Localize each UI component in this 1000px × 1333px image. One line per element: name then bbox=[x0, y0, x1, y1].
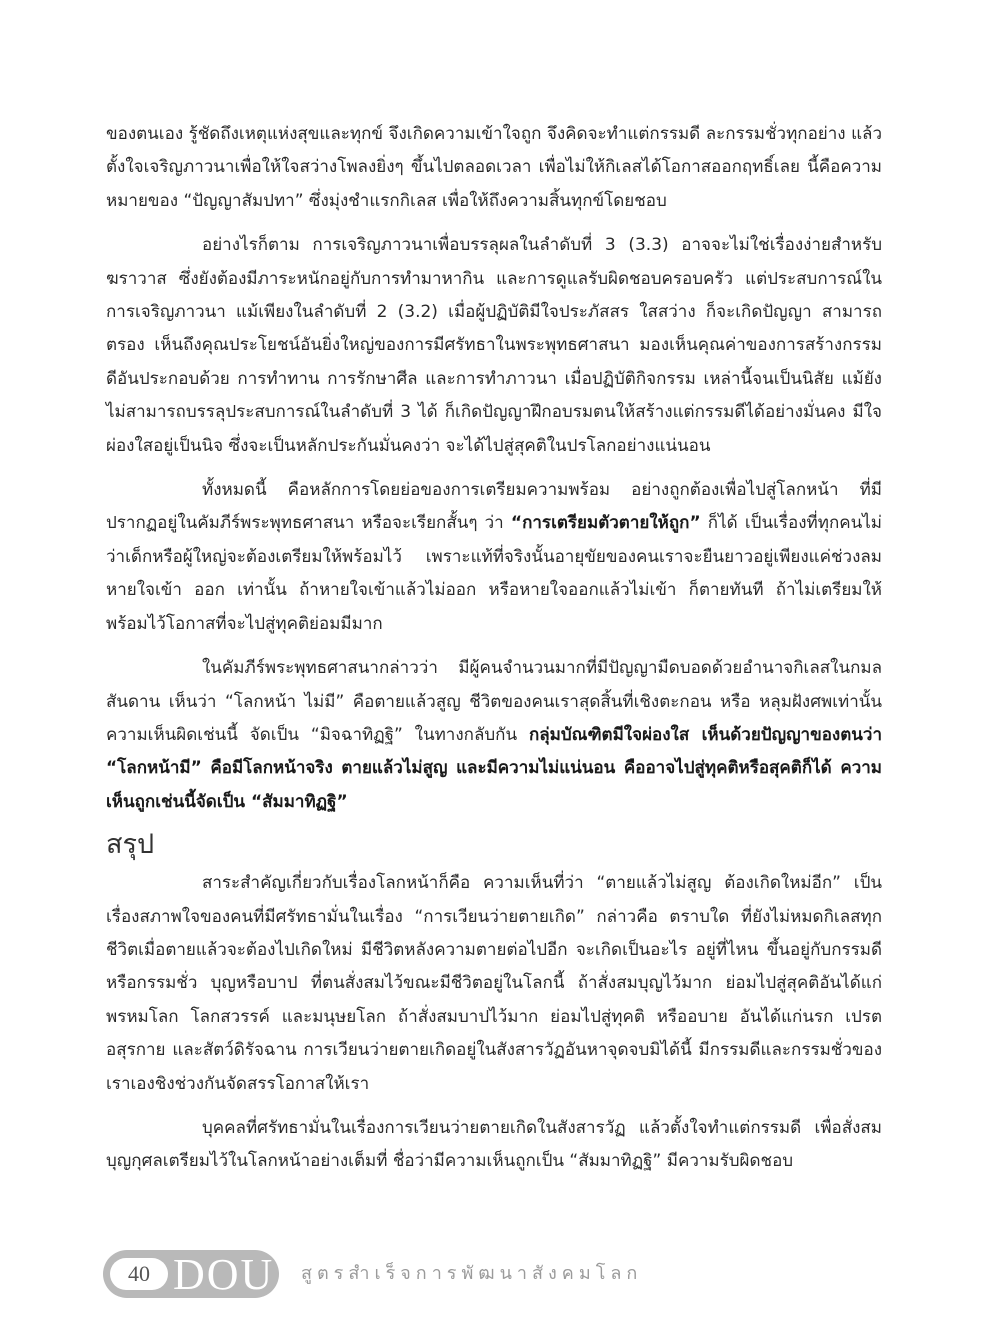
paragraph-3-bold-phrase: “การเตรียมตัวตายให้ถูก” bbox=[510, 513, 701, 534]
paragraph-3 bbox=[106, 474, 882, 641]
paragraph-1: ของตนเอง รู้ชัดถึงเหตุแห่งสุขและทุกข์ จึงเกิดความเข้าใจถูก จึงคิดจะทำแต่กรรมดี ละกรรมชั่วทุกอย่าง แล้วตั้งใจเจริญภาวนาเพื่อให้ใจสว่างโพลงยิ่งๆ ขึ้นไปตลอดเวลา เพื่อไม่ให้กิเลสได้โอกาสออกฤทธิ์เลย นี้คือความหมายของ “ปัญญาสัมปทา” ซึ่งมุ่งชำแรกกิเลส เพื่อให้ถึงความสิ้นทุกข์โดยชอบ bbox=[106, 124, 883, 211]
page-number: 40 bbox=[110, 1258, 168, 1290]
paragraph-4 bbox=[106, 652, 882, 819]
brand-logo-text: DOU bbox=[173, 1250, 275, 1299]
page-body bbox=[106, 118, 882, 1179]
paragraph-5: สาระสำคัญเกี่ยวกับเรื่องโลกหน้าก็คือ ความเห็นที่ว่า “ตายแล้วไม่สูญ ต้องเกิดใหม่อีก” เป็นเรื่องสภาพใจของคนที่มีศรัทธามั่นในเรื่อง “การเวียนว่ายตายเกิด” กล่าวคือ ตราบใด ที่ยังไม่หมดกิเลสทุกชีวิตเมื่อตายแล้วจะต้องไปเกิดใหม่ มีชีวิตหลังความตายต่อไปอีก จะเกิดเป็นอะไร อยู่ที่ไหน ขึ้นอยู่กับกรรมดีหรือกรรมชั่ว บุญหรือบาป ที่ตนสั่งสมไว้ขณะมีชีวิตอยู่ในโลกนี้ ถ้าสั่งสมบุญไว้มาก ย่อมไปสู่สุคติอันได้แก่ พรหมโลก โลกสวรรค์ และมนุษยโลก ถ้าสั่งสมบาปไว้มาก ย่อมไปสู่ทุคติ หรืออบาย อันได้แก่นรก เปรต อสุรกาย และสัตว์ดิรัจฉาน การเวียนว่ายตายเกิดอยู่ในสังสารวัฏอันหาจุดจบมิได้นี้ มีกรรมดีและกรรมชั่วของเราเองชิงช่วงกันจัดสรรโอกาสให้เรา bbox=[106, 873, 882, 1094]
paragraph-2: อย่างไรก็ตาม การเจริญภาวนาเพื่อบรรลุผลในลำดับที่ 3 (3.3) อาจจะไม่ใช่เรื่องง่ายสำหรับฆราวาส ซึ่งยังต้องมีภาระหนักอยู่กับการทำมาหากิน และการดูแลรับผิดชอบครอบครัว แต่ประสบการณ์ในการเจริญภาวนา แม้เพียงในลำดับที่ 2 (3.2) เมื่อผู้ปฏิบัติมีใจประภัสสร ใสสว่าง ก็จะเกิดปัญญา สามารถตรอง เห็นถึงคุณประโยชน์อันยิ่งใหญ่ของการมีศรัทธาในพระพุทธศาสนา มองเห็นคุณค่าของการสร้างกรรมดีอันประกอบด้วย การทำทาน การรักษาศีล และการทำภาวนา เมื่อปฏิบัติกิจกรรม เหล่านี้จนเป็นนิสัย แม้ยังไม่สามารถบรรลุประสบการณ์ในลำดับที่ 3 ได้ ก็เกิดปัญญาฝึกอบรมตนให้สร้างแต่กรรมดีได้อย่างมั่นคง มีใจผ่องใสอยู่เป็นนิจ ซึ่งจะเป็นหลักประกันมั่นคงว่า จะได้ไปสู่สุคติในปรโลกอย่างแน่นอน bbox=[106, 235, 882, 456]
paragraph-4-bold-passage: กลุ่มบัณฑิตมีใจผ่องใส เห็นด้วยปัญญาของตนว่า “โลกหน้ามี” คือมีโลกหน้าจริง ตายแล้วไม่สูญ และมีความไม่แน่นอน คืออาจไปสู่ทุคติหรือสุคติก็ได้ ความเห็นถูกเช่นนี้จัดเป็น “สัมมาทิฏฐิ” bbox=[106, 724, 882, 812]
footer-badge bbox=[103, 1250, 279, 1298]
section-heading-summary: สรุป bbox=[106, 829, 155, 861]
page-footer bbox=[103, 1250, 803, 1298]
paragraph-6: บุคคลที่ศรัทธามั่นในเรื่องการเวียนว่ายตายเกิดในสังสารวัฏ แล้วตั้งใจทำแต่กรรมดี เพื่อสั่งสมบุญกุศลเตรียมไว้ในโลกหน้าอย่างเต็มที่ ชื่อว่ามีความเห็นถูกเป็น “สัมมาทิฏฐิ” มีความรับผิดชอบ bbox=[106, 1117, 882, 1172]
paragraph-3-text-a: ทั้งหมดนี้ คือหลักการโดยย่อของการเตรียมความพร้อม อย่างถูกต้องเพื่อไปสู่โลกหน้า ที่มีปรากฏอยู่ในคัมภีร์พระพุทธศาสนา หรือจะเรียกสั้นๆ ว่า bbox=[106, 480, 882, 534]
paragraph-4-text-a: ในคัมภีร์พระพุทธศาสนากล่าวว่า มีผู้คนจำนวนมากที่มีปัญญามืดบอดด้วยอำนาจกิเลสในกมลสันดาน เห็นว่า “โลกหน้า ไม่มี” คือตายแล้วสูญ ชีวิตของคนเราสุดสิ้นที่เชิงตะกอน หรือ หลุมฝังศพเท่านั้น ความเห็นผิดเช่นนี้ จัดเป็น “มิจฉาทิฏฐิ” ในทางกลับกัน bbox=[106, 658, 882, 745]
book-title: สูตรสำเร็จการพัฒนาสังคมโลก bbox=[301, 1263, 643, 1284]
paragraph-3-text-c: ก็ได้ เป็นเรื่องที่ทุกคนไม่ว่าเด็กหรือผู้ใหญ่จะต้องเตรียมให้พร้อมไว้ เพราะแท้ที่จริงนั้นอายุขัยของคนเราจะยืนยาวอยู่เพียงแค่ช่วงลมหายใจเข้า ออก เท่านั้น ถ้าหายใจเข้าแล้วไม่ออก หรือหายใจออกแล้วไม่เข้า ก็ตายทันที ถ้าไม่เตรียมให้พร้อมไว้โอกาสที่จะไปสู่ทุคติย่อมมีมาก bbox=[106, 513, 882, 634]
